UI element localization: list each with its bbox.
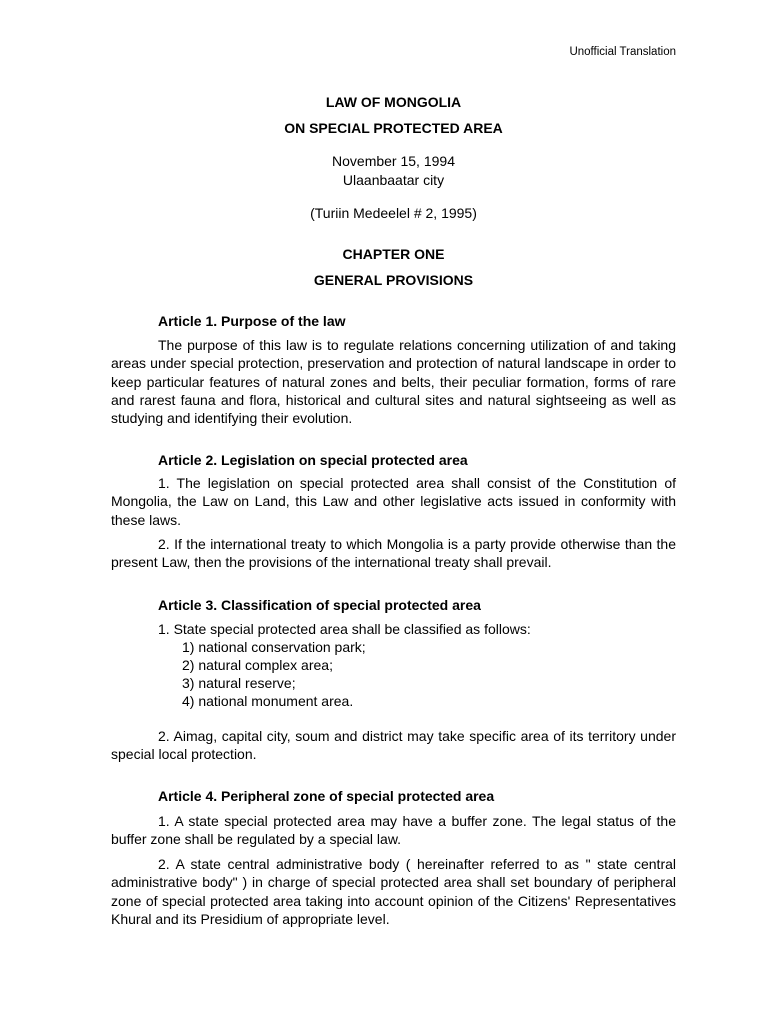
article-3-intro: 1. State special protected area shall be classified as follows: bbox=[158, 621, 531, 637]
article-3-heading: Article 3. Classification of special protected area bbox=[158, 597, 481, 613]
article-4-paragraph-1: 1. A state special protected area may have a buffer zone. The legal status of the buffer zone shall be regulated by a special law. bbox=[111, 813, 676, 848]
law-title: LAW OF MONGOLIA bbox=[325, 94, 462, 110]
article-4-heading: Article 4. Peripheral zone of special protected area bbox=[158, 788, 495, 804]
article-1-paragraph-1: The purpose of this law is to regulate relations concerning utilization of and taking areas under special protection, preservation and protection of natural landscape in order to keep particular features of natural zones and belts, their peculiar formation, forms of rare and rarest fauna and flora, historical and cultural sites and natural sightseeing as well as studying and identifying their evolution. bbox=[111, 337, 676, 427]
header-note: Unofficial Translation bbox=[569, 46, 676, 58]
article-2-paragraph-1: 1. The legislation on special protected area shall consist of the Constitution of Mongolia, the Law on Land, this Law and other legislative acts issued in conformity with these laws. bbox=[111, 475, 676, 528]
article-4-paragraph-2: 2. A state central administrative body ( hereinafter referred to as " state central administrative body" ) in charge of special protected area shall set boundary of peripheral zone of special protected area taking into account opinion of the Citizens' Representatives Khural and its Presidium of appropriate level. bbox=[111, 856, 676, 927]
law-date: November 15, 1994 bbox=[332, 153, 455, 169]
article-2-heading: Article 2. Legislation on special protected area bbox=[158, 452, 468, 468]
article-2-paragraph-2: 2. If the international treaty to which Mongolia is a party provide otherwise than the present Law, then the provisions of the international treaty shall prevail. bbox=[111, 536, 676, 571]
law-place: Ulaanbaatar city bbox=[342, 172, 445, 188]
law-subtitle: ON SPECIAL PROTECTED AREA bbox=[284, 120, 503, 136]
list-item: 1) national conservation park; bbox=[182, 639, 366, 655]
article-3-paragraph-2: 2. Aimag, capital city, soum and district may take specific area of its territory under special local protection. bbox=[111, 728, 676, 763]
article-1-heading: Article 1. Purpose of the law bbox=[158, 313, 346, 329]
chapter-number: CHAPTER ONE bbox=[342, 246, 445, 262]
list-item: 3) natural reserve; bbox=[182, 675, 296, 691]
list-item: 4) national monument area. bbox=[182, 693, 354, 709]
law-source: (Turiin Medeelel # 2, 1995) bbox=[310, 205, 477, 221]
chapter-name: GENERAL PROVISIONS bbox=[313, 272, 474, 288]
list-item: 2) natural complex area; bbox=[182, 657, 333, 673]
